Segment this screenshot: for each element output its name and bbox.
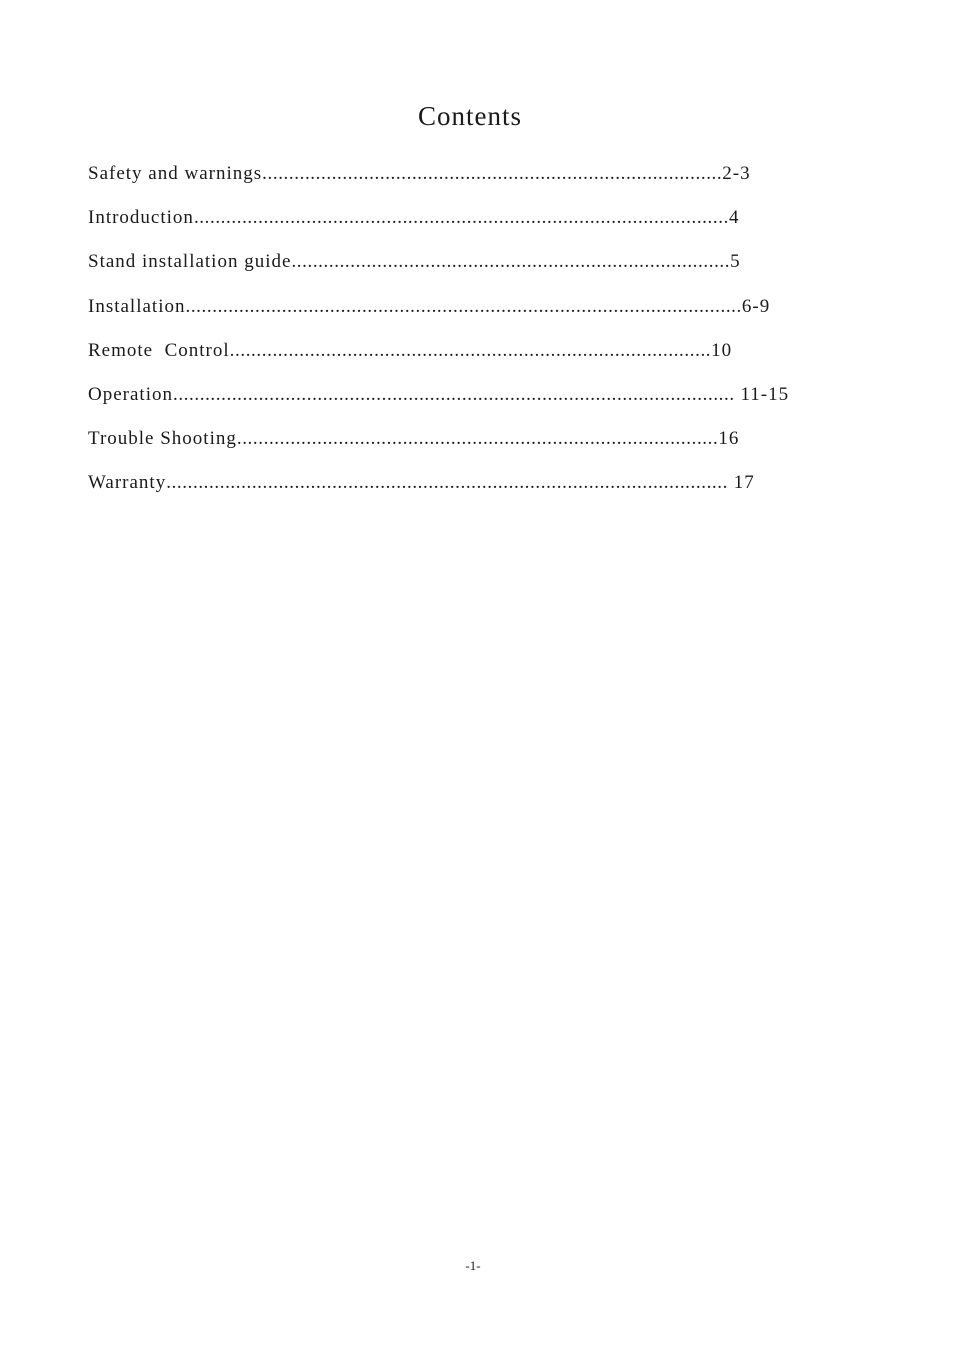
- toc-entry-page: 6-9: [741, 295, 771, 317]
- toc-entry-page: 16: [718, 428, 740, 450]
- toc-leader-dots: ....................................................................................................: [193, 207, 729, 229]
- toc-entry-title: Warranty: [88, 472, 167, 494]
- toc-entry-page: 11-15: [734, 383, 790, 405]
- toc-leader-dots: ......................................................................................: [262, 163, 723, 184]
- page-number: -1-: [465, 1258, 481, 1273]
- toc-entry-title: Stand installation guide: [88, 251, 292, 273]
- toc-entry-title: Safety and warnings: [88, 163, 263, 184]
- toc-entry-installation[interactable]: [88, 295, 948, 339]
- toc-entry-title: Operation: [88, 383, 173, 405]
- toc-leader-dots: .........................................................................................................: [166, 472, 728, 494]
- toc-entry-page: 2-3: [722, 163, 751, 184]
- toc-leader-dots: .........................................................................................................: [172, 383, 735, 405]
- toc-entry-introduction[interactable]: [88, 206, 948, 250]
- toc-leader-dots: ........................................................................................................: [185, 295, 742, 317]
- toc-entry-title: Remote Control: [88, 339, 230, 361]
- toc-entry-trouble-shooting[interactable]: [88, 427, 948, 471]
- toc-leader-dots: ..........................................................................................: [236, 428, 719, 450]
- toc-entry-operation[interactable]: [88, 383, 948, 427]
- toc-leader-dots: ..........................................................................................: [229, 339, 712, 361]
- toc-entry-stand-installation-guide[interactable]: [88, 250, 948, 294]
- toc-entry-title: Installation: [88, 295, 186, 317]
- toc-entry-page: 4: [728, 207, 740, 229]
- toc-entry-title: Trouble Shooting: [88, 428, 237, 450]
- toc-entry-title: Introduction: [88, 207, 194, 229]
- toc-entry-page: 17: [727, 472, 755, 494]
- toc-leader-dots: ..................................................................................: [291, 251, 731, 273]
- page-title: Contents: [417, 101, 522, 131]
- toc-entry-remote-control[interactable]: [88, 339, 948, 383]
- toc-entry-page: 5: [730, 251, 741, 273]
- toc-entry-safety-and-warnings[interactable]: [88, 162, 948, 206]
- toc-entry-warranty[interactable]: [88, 471, 948, 515]
- toc-entry-page: 10: [711, 339, 733, 361]
- table-of-contents: [88, 162, 948, 516]
